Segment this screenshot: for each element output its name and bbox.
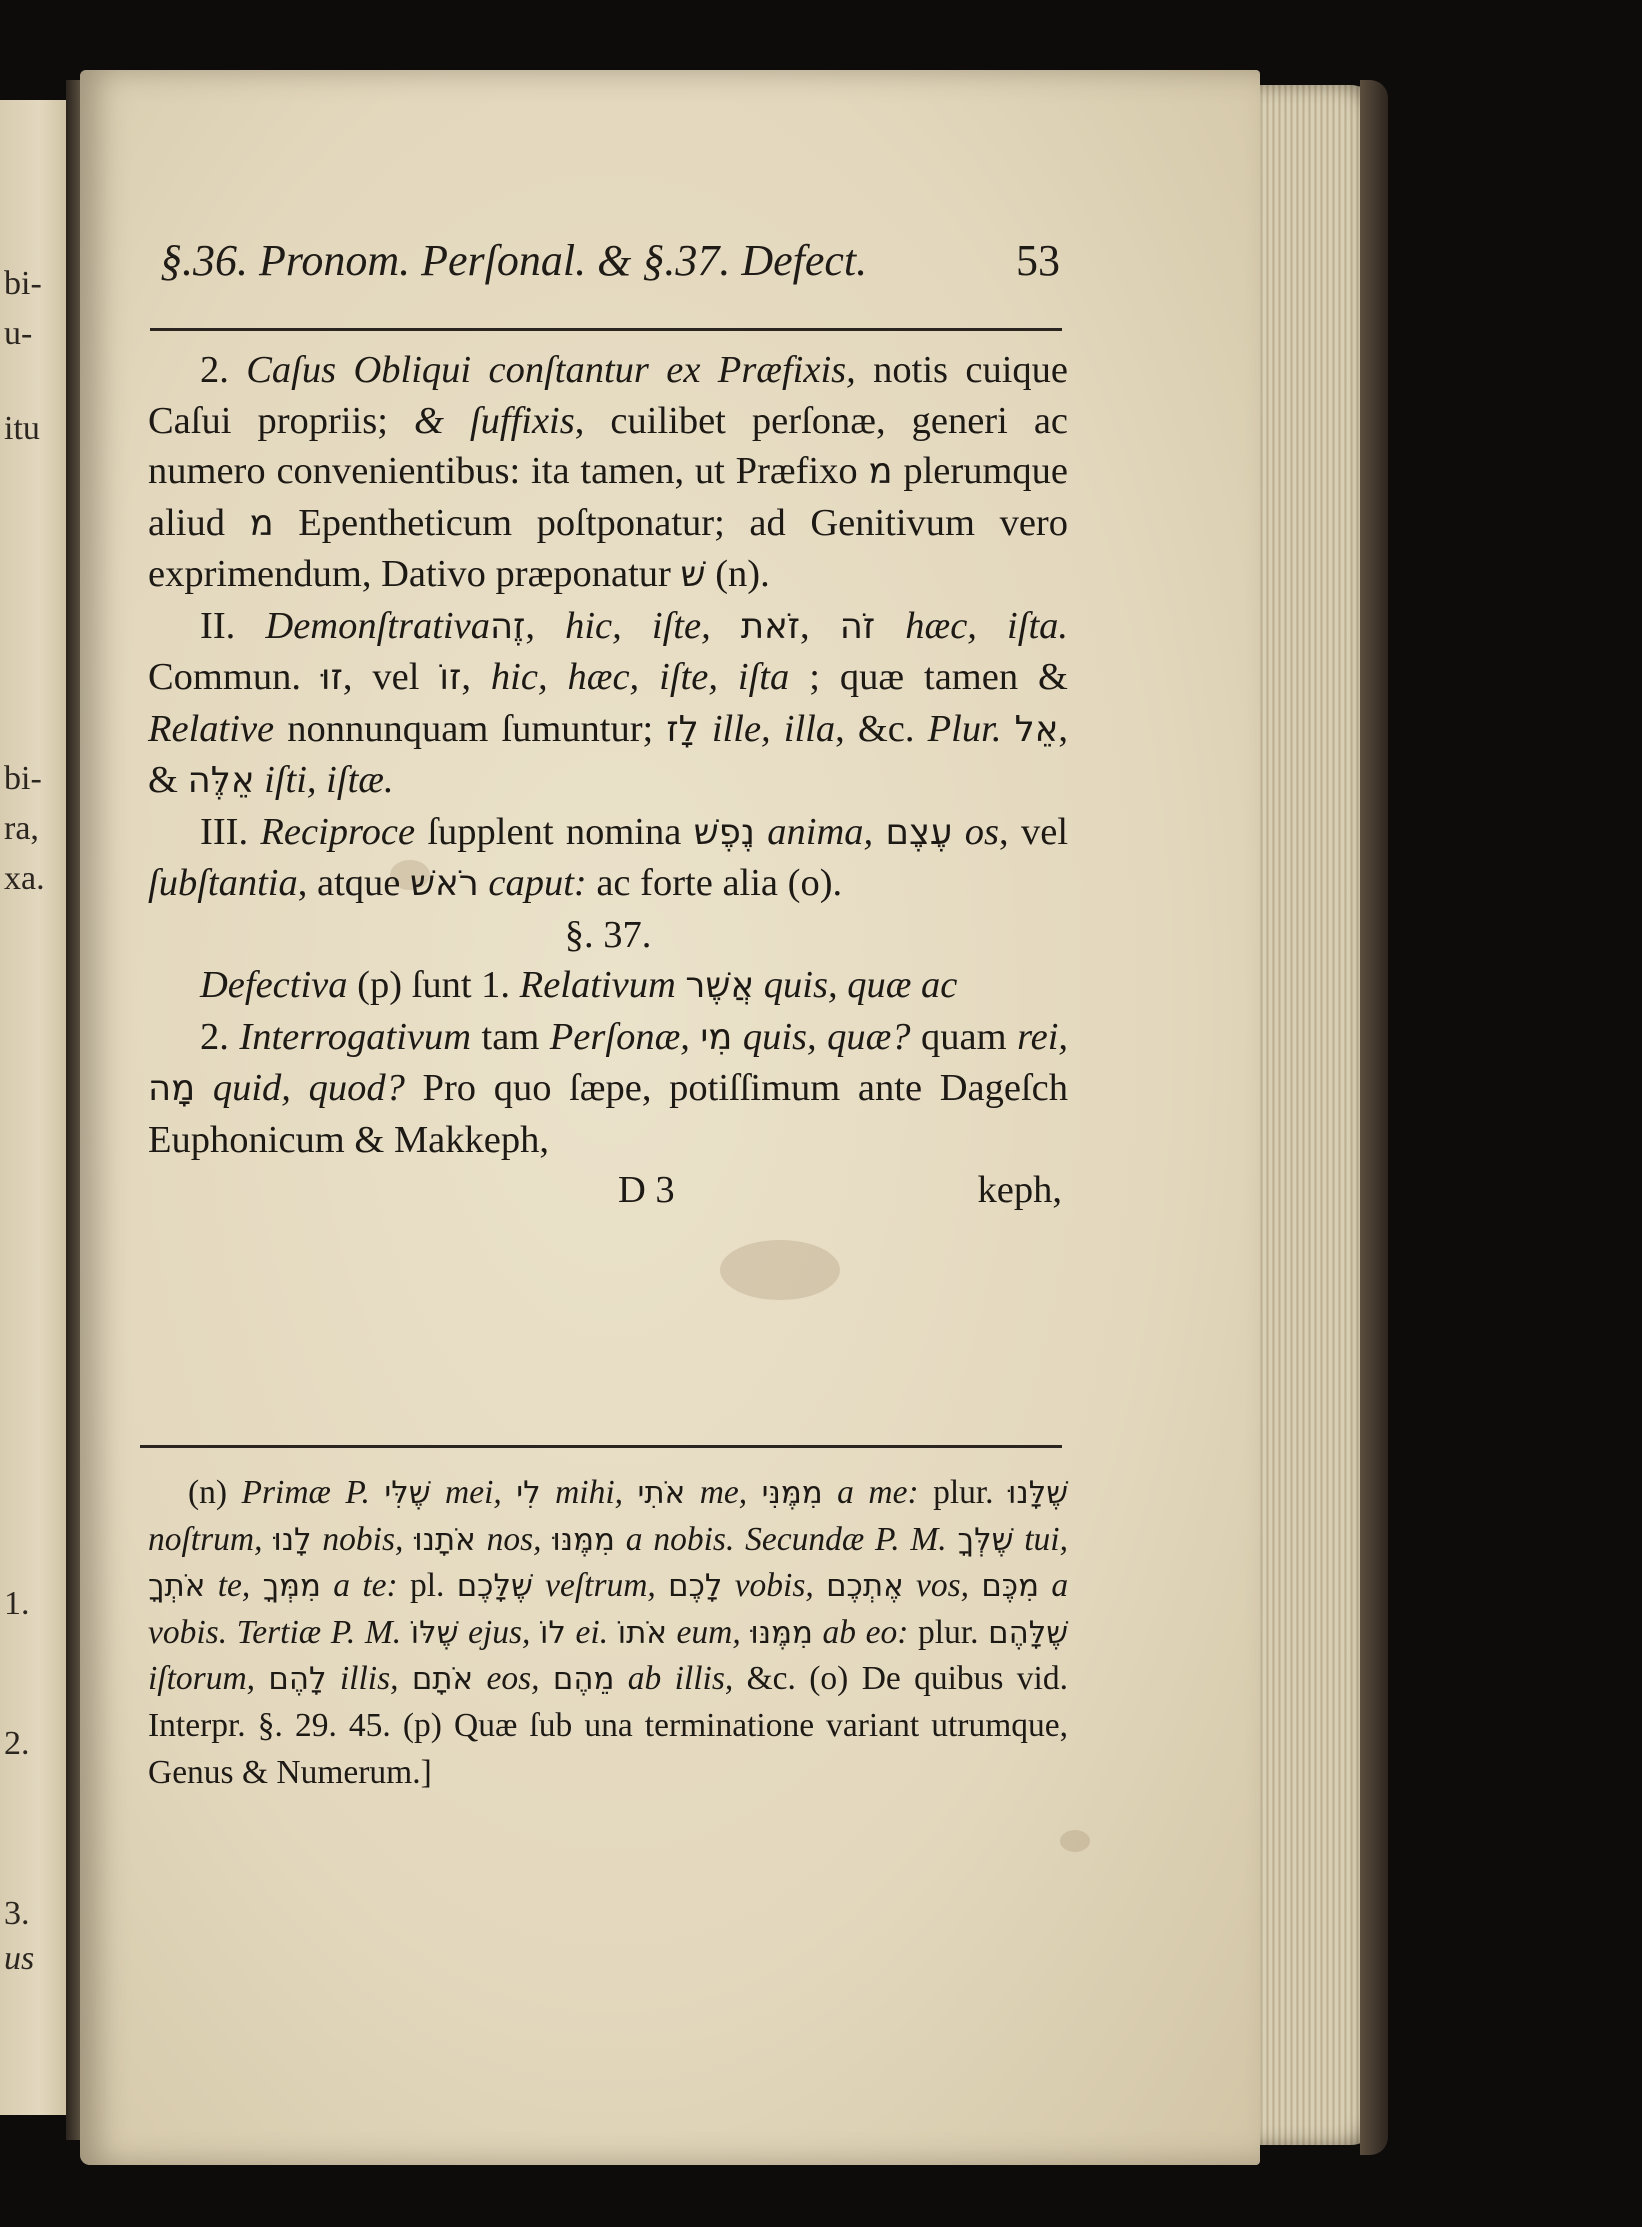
paragraph-reciproce: III. Reciproce ſupplent nomina נֶפֶשׁ anima, עֶצֶם os, vel ſubſtantia, atque רֹאשׁ caput: ac forte alia (o). — [148, 810, 1069, 904]
prev-fragment: 3. — [4, 1895, 30, 1932]
prev-fragment: us — [4, 1940, 35, 1977]
paragraph-casus-obliqui: 2. Caſus Obliqui conſtantur ex Præfixis, notis cuique Caſui propriis; & ſuffixis, cuilibet perſonæ, generi ac numero convenientibus: ita tamen, ut Præfixo מ plerumque aliud מ Epentheticum poſtponatur; ad Genitivum vero exprimendum, Dativo præponatur שׁ (n). — [148, 349, 1069, 595]
prev-fragment: bi- — [4, 265, 42, 302]
footnote-n: (n) Primæ P. שֶׁלִּי mei, לִי mihi, אֹתִי me, מִמֶּנִּי a me: plur. שֶׁלָּנוּ noſtrum, לָנוּ nobis, אֹתָנוּ nos, מִמֶּנּוּ a nobis. Secundæ P. M. שֶׁלְּךָ tui, אֹתְךָ te, מִמְּךָ a te: pl. שֶׁלָּכֶם veſtrum, לָכֶם vobis, אֶתְכֶם vos, מִכֶּם a vobis. Tertiæ P. M. שֶׁלּוֹ ejus, לוֹ ei. אֹתוֹ eum, מִמֶּנּוּ ab eo: plur. שֶׁלָּהֶם iſtorum, לָהֶם illis, אֹתָם eos, מֵהֶם ab illis, &c. (o) De quibus vid. Interpr. §. 29. 45. (p) Quæ ſub una terminatione variant utrumque, Genus & Numerum.] — [148, 1474, 1069, 1791]
prev-fragment: ra, — [4, 810, 39, 847]
prev-fragment: 1. — [4, 1585, 30, 1622]
paragraph-demonstrativa: II. Demonſtrativaזֶה, hic, iſte, זֹאת, זֹה hæc, iſta. Commun. זוּ, vel זוֹ, hic, hæc, iſte, iſta ; quæ tamen & Relative nonnunquam ſumuntur; לָז ille, illa, &c. Plur. אֵל, & אֵלֶּה iſti, iſtæ. — [148, 604, 1069, 801]
section-heading: §. 37. — [564, 913, 652, 956]
signature-mark: D 3 — [618, 1169, 675, 1211]
prev-fragment: xa. — [4, 860, 45, 897]
footnote-o: (o) De quibus vid. Interpr. §. 29. 45. — [148, 1660, 1068, 1744]
paragraph-defectiva: Defectiva (p) ſunt 1. Relativum אֲשֶׁר quis, quæ ac — [200, 964, 958, 1006]
prev-fragment: 2. — [4, 1725, 30, 1762]
footnote-p: (p) Quæ ſub una terminatione variant utrumque, Genus & Numerum.] — [148, 1706, 1069, 1791]
book-cover-edge — [1360, 80, 1388, 2155]
running-header — [160, 235, 1060, 305]
prev-fragment: u- — [4, 315, 33, 352]
page-number: 53 — [1016, 236, 1060, 285]
foxing-spot — [720, 1240, 840, 1300]
signature-line — [148, 1165, 1068, 1215]
prev-fragment: bi- — [4, 760, 42, 797]
prev-fragment: itu — [4, 410, 40, 447]
previous-page-edge — [0, 100, 72, 2115]
main-text — [148, 345, 1068, 1215]
catchword: keph, — [977, 1169, 1062, 1211]
footnotes — [148, 1470, 1068, 1796]
footnote-rule — [140, 1445, 1062, 1448]
running-title: §.36. Pronom. Perſonal. & §.37. Defect. — [160, 236, 868, 285]
foxing-spot — [1060, 1830, 1090, 1852]
paragraph-interrogativum: 2. Interrogativum tam Perſonæ, מִי quis, quæ? quam rei, מָה quid, quod? Pro quo ſæpe, potiſſimum ante Dageſch Euphonicum & Makkeph, — [148, 1015, 1069, 1161]
header-rule — [150, 328, 1062, 331]
